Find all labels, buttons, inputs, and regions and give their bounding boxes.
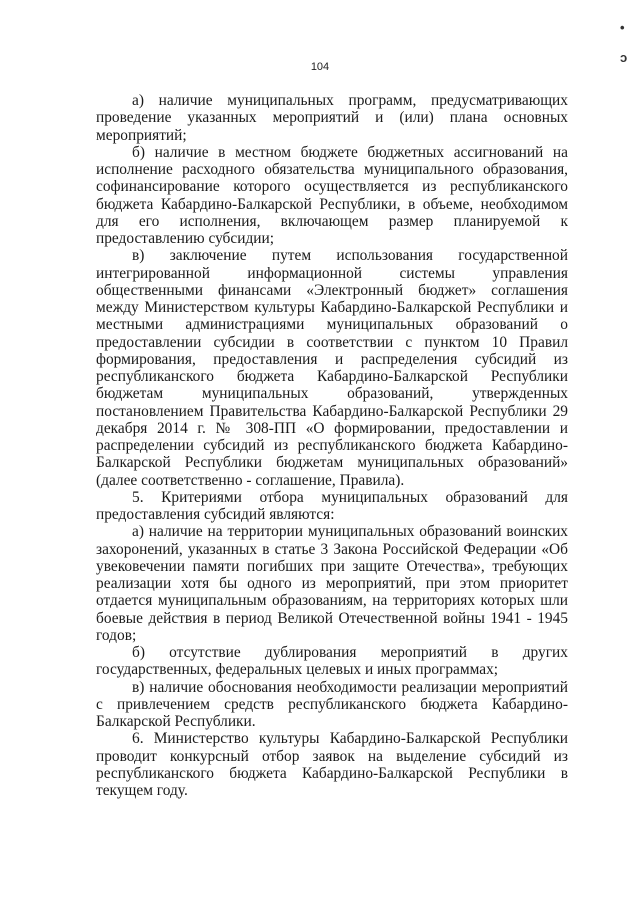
paragraph-item-v-agreement: в) заключение путем использования государственной интегрированной информационной системы управления общественными финансами «Электронный бюджет» соглашения между Министерством культуры Кабардино-Балкарской Республики и местными администрациями муниципальных образований о предоставлении субсидии в соответствии с пунктом 10 Правил формирования, предоставления и распределения субсидий из республиканского бюджета Кабардино-Балкарской Республики бюджетам муниципальных образований, утвержденных постановлением Правительства Кабардино-Балкарской Республики 29 декабря 2014 г. № 308-ПП «О формировании, предоставлении и распределении субсидий из республиканского бюджета Кабардино-Балкарской Республики бюджетам муниципальных образований» (далее соответственно - соглашение, Правила).: [96, 247, 568, 489]
document-body: [96, 92, 568, 799]
scan-artifact-mark: •: [620, 20, 625, 35]
paragraph-criteria-v-justification: в) наличие обоснования необходимости реализации мероприятий с привлечением средств республиканского бюджета Кабардино-Балкарской Республики.: [96, 678, 568, 730]
page-number: 104: [310, 61, 330, 73]
paragraph-item-b-budget: б) наличие в местном бюджете бюджетных ассигнований на исполнение расходного обязательства муниципального образования, софинансирование которого осуществляется из республиканского бюджета Кабардино-Балкарской Республики, в объеме, необходимом для его исполнения, включающем размер планируемой к предоставлению субсидии;: [96, 143, 568, 247]
paragraph-clause-5-criteria: 5. Критериями отбора муниципальных образований для предоставления субсидий являются:: [96, 488, 568, 523]
paragraph-criteria-b-duplication: б) отсутствие дублирования мероприятий в других государственных, федеральных целевых и иных программах;: [96, 644, 568, 679]
paragraph-criteria-a-burials: а) наличие на территории муниципальных образований воинских захоронений, указанных в статье 3 Закона Российской Федерации «Об увековечении памяти погибших при защите Отечества», требующих реализации хотя бы одного из мероприятий, при этом приоритет отдается муниципальным образованиям, на территориях которых шли боевые действия в период Великой Отечественной войны 1941 - 1945 годов;: [96, 523, 568, 644]
scan-artifact-mark: ɔ: [620, 50, 628, 65]
paragraph-clause-6-selection: 6. Министерство культуры Кабардино-Балкарской Республики проводит конкурсный отбор заявок на выделение субсидий из республиканского бюджета Кабардино-Балкарской Республики в текущем году.: [96, 730, 568, 799]
paragraph-item-a-programs: а) наличие муниципальных программ, предусматривающих проведение указанных мероприятий и (или) плана основных мероприятий;: [96, 92, 568, 144]
